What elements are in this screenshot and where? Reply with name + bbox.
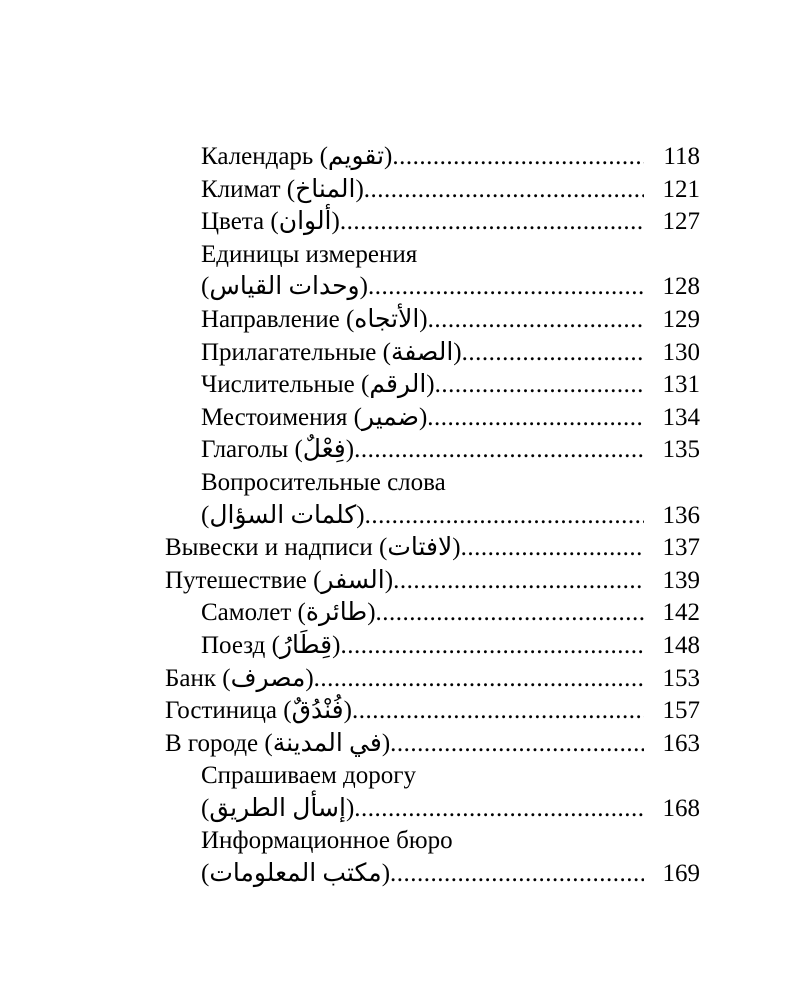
toc-entry-title: Глаголы (فِعْلٌ): [201, 436, 355, 464]
toc-entry-title: Вывески и надписи (لافتات): [165, 534, 461, 562]
toc-entry-heading-line: [165, 467, 700, 500]
toc-entry-title: Прилагательные (الصفة): [201, 338, 462, 366]
leader-dots: [368, 271, 644, 304]
leader-dots: [392, 141, 644, 174]
toc-entry-title: Направление (الأتجاه): [201, 305, 428, 333]
toc-entry: [165, 304, 700, 337]
leader-dots: [352, 695, 644, 728]
leader-dots: [365, 500, 644, 533]
toc-entry-title: Информационное бюро: [201, 827, 453, 855]
toc-entry-page: 121: [662, 175, 700, 203]
leader-dots: [435, 369, 644, 402]
toc-entry: [165, 434, 700, 467]
toc-entry: [165, 695, 700, 728]
toc-entry: [165, 597, 700, 630]
toc-entry-title: Местоимения (ضمير): [201, 403, 428, 431]
toc-entry-page: 136: [662, 501, 700, 529]
toc-entry: [165, 565, 700, 598]
toc-entry-page: 130: [662, 338, 700, 366]
toc-entry-page: 168: [662, 794, 700, 822]
toc-entry-title: Цвета (ألوان): [201, 208, 340, 236]
toc-entry-page: 142: [662, 599, 700, 627]
toc-entry: [165, 630, 700, 663]
toc-entry: [165, 728, 700, 761]
toc-entry-page: 163: [662, 729, 700, 757]
leader-dots: [462, 337, 644, 370]
toc-entry-page: 139: [662, 566, 700, 594]
leader-dots: [461, 532, 644, 565]
toc-entry-page: 153: [662, 664, 700, 692]
toc-entry-title: Единицы измерения: [201, 240, 418, 268]
leader-dots: [427, 402, 644, 435]
toc-entry-title: Поезд (قِطَارُ): [201, 631, 341, 659]
toc-entry-title: (وحدات القياس): [201, 273, 368, 301]
toc-entry-title: (كلمات السؤال): [201, 501, 365, 529]
leader-dots: [354, 793, 644, 826]
leader-dots: [354, 434, 644, 467]
toc-entry: [165, 500, 700, 533]
leader-dots: [364, 174, 644, 207]
toc-entry: [165, 174, 700, 207]
toc-entry: [165, 206, 700, 239]
toc-entry: [165, 369, 700, 402]
toc-entry-page: 134: [662, 403, 700, 431]
toc-entry-heading-line: [165, 239, 700, 272]
toc-entry: [165, 532, 700, 565]
toc-entry-page: 135: [662, 436, 700, 464]
toc-entry-page: 157: [662, 697, 700, 725]
toc-entry-title: (إسأل الطريق): [201, 794, 355, 822]
leader-dots: [376, 597, 644, 630]
toc-entry-title: (مكتب المعلومات): [201, 860, 391, 888]
table-of-contents: [165, 141, 700, 891]
toc-entry: [165, 663, 700, 696]
toc-entry-page: 169: [662, 860, 700, 888]
toc-entry-title: В городе (في المدينة): [165, 729, 391, 757]
toc-entry: [165, 337, 700, 370]
leader-dots: [390, 858, 644, 891]
toc-entry-title: Банк (مصرف): [165, 664, 314, 692]
leader-dots: [428, 304, 644, 337]
toc-entry-page: 118: [663, 143, 700, 170]
toc-entry: [165, 793, 700, 826]
toc-entry-title: Климат (المناخ): [201, 175, 364, 203]
toc-entry-page: 131: [662, 371, 700, 399]
leader-dots: [340, 630, 644, 663]
toc-entry-title: Календарь (تقويم): [201, 143, 393, 170]
toc-entry-title: Числительные (الرقم): [201, 371, 435, 399]
toc-entry: [165, 402, 700, 435]
leader-dots: [393, 565, 644, 598]
toc-entry-title: Вопросительные слова: [201, 468, 446, 496]
leader-dots: [390, 728, 644, 761]
toc-entry-page: 127: [662, 208, 700, 236]
toc-entry-title: Гостиница (فُنْدُقٌ): [165, 697, 352, 725]
toc-entry-page: 128: [662, 273, 700, 301]
toc-entry-heading-line: [165, 760, 700, 793]
toc-entry: [165, 271, 700, 304]
leader-dots: [340, 206, 644, 239]
toc-entry: [165, 141, 700, 174]
toc-entry-page: 148: [662, 631, 700, 659]
toc-entry: [165, 858, 700, 891]
toc-entry-page: 137: [662, 534, 700, 562]
toc-entry-title: Спрашиваем дорогу: [201, 762, 416, 790]
toc-entry-heading-line: [165, 825, 700, 858]
toc-entry-title: Путешествие (السفر): [165, 566, 394, 594]
toc-entry-title: Самолет (طائرة): [201, 599, 376, 627]
toc-entry-page: 129: [662, 305, 700, 333]
leader-dots: [314, 663, 644, 696]
